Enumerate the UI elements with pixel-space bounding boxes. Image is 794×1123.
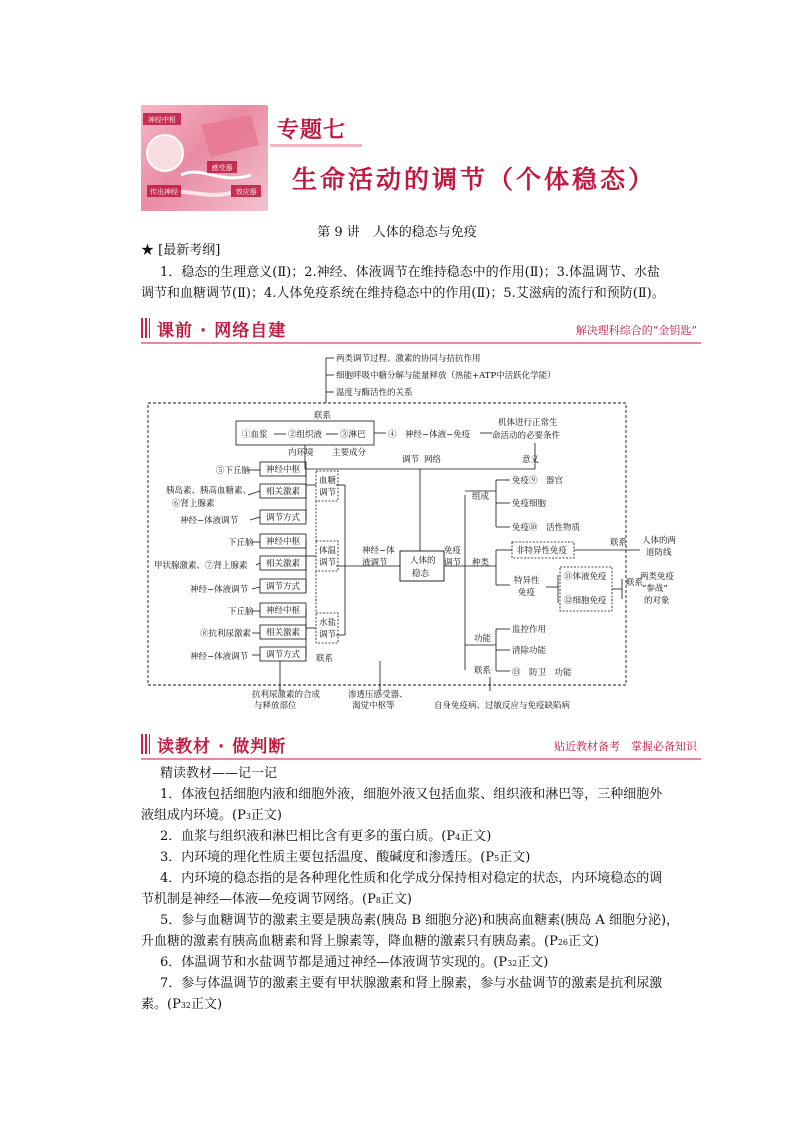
neuro-center-water: 神经中枢: [266, 606, 301, 616]
concept-map: [140, 345, 677, 715]
section-bar-network: [141, 316, 701, 340]
section-subtitle-reading: 贴近教材备考 掌握必备知识: [554, 740, 697, 753]
internal-env: 内环境: [288, 448, 314, 458]
function-label: 功能: [474, 634, 492, 644]
nonspecific-immunity: 非特异性免疫: [516, 546, 568, 556]
neuro-fluid-reg-temp: 神经−体液调节: [190, 585, 249, 595]
hypothalamus-temp: 下丘脑: [228, 538, 254, 548]
contact-label-top: 联系: [314, 411, 332, 421]
temp-1: 体温: [319, 546, 337, 556]
immune-cell: 免疫细胞: [512, 499, 547, 509]
item-4b: 节机制是神经—体液—免疫调节网络。(P8正文): [141, 892, 412, 907]
reading-heading: 精读教材——记一记: [160, 766, 278, 781]
neuro-fluid-reg-sugar: 神经−体液调节: [180, 516, 239, 526]
related-hormone-sugar: 相关激素: [266, 487, 301, 497]
hypothalamus-sugar: ⑤下丘脑: [216, 466, 251, 476]
two-lines-2: 道防线: [646, 548, 672, 558]
contact-label-water: 联系: [316, 654, 334, 664]
hormones-water: ⑧抗利尿激素: [200, 629, 252, 639]
center-2: 稳态: [412, 569, 430, 579]
hormones-sugar-1: 胰岛素、胰高血糖素、: [166, 486, 252, 496]
temp-2: 调节: [319, 558, 337, 568]
section-mark: [141, 734, 150, 754]
section-mark: [141, 318, 150, 338]
fluid-lymph: ③淋巴: [340, 430, 366, 440]
two-types-1: 两类免疫: [640, 572, 675, 582]
neuro-fluid-2: 液调节: [362, 558, 388, 568]
outer-dashed-frame: [148, 403, 626, 685]
immune-reg-2: 调节: [444, 558, 462, 568]
reg-mode-water: 调节方式: [266, 650, 301, 660]
fluid-tissue: ②组织液: [288, 430, 323, 440]
neuro-fluid-reg-water: 神经−体液调节: [190, 652, 249, 662]
syllabus-line1: 1．稳态的生理意义(Ⅱ)；2.神经、体液调节在维持稳态中的作用(Ⅱ)；3.体温调节、水盐: [160, 265, 661, 280]
reg-mode-temp: 调节方式: [266, 582, 301, 592]
hypothalamus-water: 下丘脑: [228, 607, 254, 617]
defense-function: ⑬ 防卫 功能: [512, 668, 572, 678]
img-label-effector: 效应器: [235, 188, 257, 196]
meaning-label: 意义: [522, 455, 540, 465]
bottom-note-1b: 与释放部位: [254, 701, 297, 711]
neuro-center-sugar: 神经中枢: [266, 465, 301, 475]
clear-function: 清除功能: [512, 646, 547, 656]
regulate-label: 调节: [402, 455, 420, 465]
top-note-3: 温度与酶活性的关系: [336, 388, 413, 398]
lesson-title: 第 9 讲 人体的稳态与免疫: [317, 225, 477, 240]
types-label: 种类: [472, 558, 490, 568]
reg-mode-sugar: 调节方式: [266, 513, 301, 523]
img-label-center: 神经中枢: [148, 116, 176, 124]
item-1b: 液组成内环境。(P3正文): [141, 808, 282, 823]
reflex-arc-illustration: [141, 105, 268, 211]
main-components: 主要成分: [332, 448, 367, 458]
contact-label-right2: 联系: [626, 578, 644, 588]
fluid-plasma: ①血浆: [242, 430, 268, 440]
bottom-note-2b: 渴觉中枢等: [352, 701, 395, 711]
img-label-efferent: 传出神经: [150, 188, 178, 196]
sugar-1: 血糖: [319, 476, 337, 486]
bottom-note-3: 自身免疫病、过敏反应与免疫缺陷病: [434, 701, 571, 711]
two-types-3: 的对象: [644, 596, 670, 606]
two-lines-1: 人体的两: [642, 536, 677, 546]
bottom-note-1a: 抗利尿激素的合成: [252, 690, 321, 700]
top-note-1: 两类调节过程、激素的协同与拮抗作用: [336, 354, 481, 364]
item-7a: 7．参与体温调节的激素主要有甲状腺激素和肾上腺素，参与水盐调节的激素是抗利尿激: [160, 976, 663, 991]
section-title-reading: 读教材 · 做判断: [157, 737, 287, 757]
item-4a: 4．内环境的稳态指的是各种理化性质和化学成分保持相对稳定的状态，内环境稳态的调: [160, 871, 663, 886]
banner-image: [141, 105, 268, 211]
series-label: 专题七: [277, 118, 347, 143]
hormones-temp: 甲状腺激素、⑦肾上腺素: [154, 561, 248, 571]
monitor-function: 监控作用: [512, 625, 547, 635]
center-1: 人体的: [410, 556, 436, 566]
water-1: 水盐: [319, 618, 337, 628]
neuro-fluid-1: 神经−体: [362, 546, 395, 556]
specific-1: 特异性: [514, 576, 540, 586]
two-types-2: “参战”: [642, 584, 668, 594]
section-subtitle-network: 解决理科综合的“金钥匙”: [575, 324, 697, 337]
item-2: 2．血浆与组织液和淋巴相比含有更多的蛋白质。(P4正文): [160, 829, 492, 844]
contact-label-right1: 联系: [610, 538, 628, 548]
regulation-network: ④ 神经−体液−免疫: [388, 430, 471, 440]
related-hormone-water: 相关激素: [266, 628, 301, 638]
hormones-sugar-2: ⑥肾上腺素: [172, 499, 215, 509]
network-label: 网络: [424, 455, 442, 465]
composition-label: 组成: [472, 492, 490, 502]
humoral-immunity: ⑪体液免疫: [564, 572, 607, 582]
item-7b: 素。(P32正文): [141, 997, 223, 1012]
immune-reg-1: 免疫: [444, 546, 462, 556]
immune-organ: 免疫⑨ 器官: [512, 476, 564, 486]
item-3: 3．内环境的理化性质主要包括温度、酸碱度和渗透压。(P5正文): [160, 850, 531, 865]
syllabus-line2: 调节和血糖调节(Ⅱ)；4.人体免疫系统在维持稳态中的作用(Ⅱ)；5.艾滋病的流行和预防(Ⅱ)。: [141, 286, 665, 301]
item-5a: 5．参与血糖调节的激素主要是胰岛素(胰岛 B 细胞分泌)和胰高血糖素(胰岛 A 细胞分泌)，: [160, 913, 680, 928]
related-hormone-temp: 相关激素: [266, 559, 301, 569]
section-title-network: 课前 · 网络自建: [157, 321, 287, 341]
cellular-immunity: ⑫细胞免疫: [564, 596, 607, 606]
top-note-2: 细胞呼吸中糖分解与能量释放（热能+ATP中活跃化学能）: [336, 371, 556, 381]
chapter-title: 生命活动的调节（个体稳态）: [292, 165, 657, 194]
necessary-2: 命活动的必要条件: [492, 431, 561, 441]
img-label-receptor: 感受器: [211, 164, 233, 172]
water-2: 调节: [319, 630, 337, 640]
series-underline: [270, 144, 362, 147]
neuro-center-temp: 神经中枢: [266, 537, 301, 547]
section-rule: [141, 758, 701, 760]
necessary-1: 机体进行正常生: [498, 418, 558, 428]
active-substance: 免疫⑩ 活性物质: [512, 523, 581, 533]
syllabus-heading: ★ [最新考纲]: [141, 243, 221, 258]
section-rule: [141, 342, 701, 344]
sugar-2: 调节: [319, 488, 337, 498]
item-1a: 1．体液包括细胞内液和细胞外液，细胞外液又包括血浆、组织液和淋巴等，三种细胞外: [160, 787, 663, 802]
specific-2: 免疫: [518, 588, 536, 598]
item-5b: 升血糖的激素有胰高血糖素和肾上腺素等，降血糖的激素只有胰岛素。(P26正文): [141, 934, 600, 949]
item-6: 6．体温调节和水盐调节都是通过神经—体液调节实现的。(P32正文): [160, 955, 549, 970]
bottom-note-2a: 渗透压感受器、: [348, 690, 408, 700]
contact-label-bottom: 联系: [474, 666, 492, 676]
section-bar-reading: [141, 732, 701, 756]
